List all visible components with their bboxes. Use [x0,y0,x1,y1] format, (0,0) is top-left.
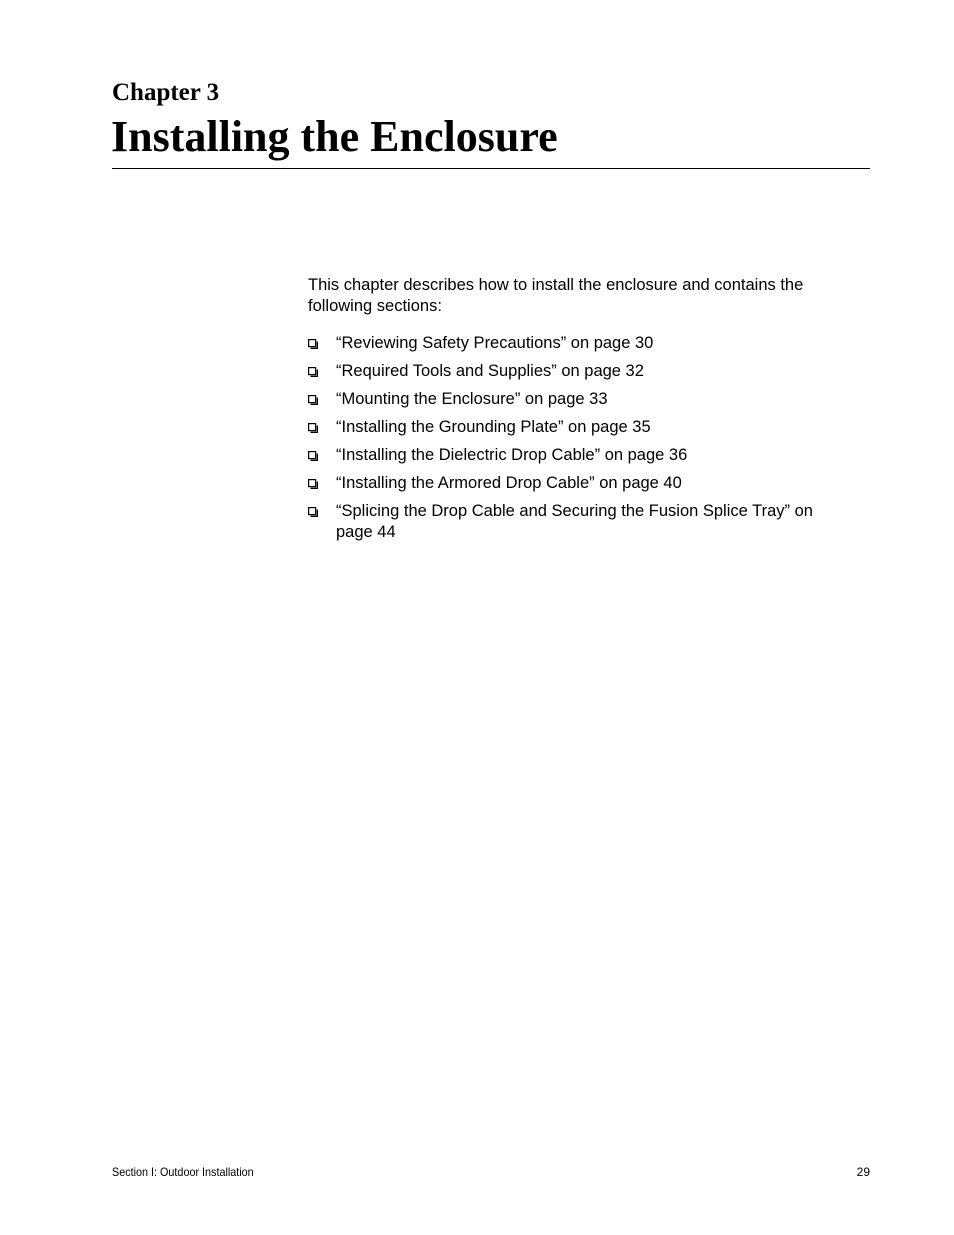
box-bullet-icon [308,423,318,433]
box-bullet-icon [308,367,318,377]
list-item[interactable] [308,389,848,410]
intro-paragraph: This chapter describes how to install the enclosure and contains the following sections: [308,276,804,315]
section-link[interactable]: “Required Tools and Supplies” on page 32 [336,362,644,380]
footer-page-number: 29 [856,1165,870,1179]
list-item[interactable] [308,333,848,354]
section-link[interactable]: “Mounting the Enclosure” on page 33 [336,390,608,408]
box-bullet-icon [308,339,318,349]
list-item[interactable] [308,417,848,438]
chapter-label: Chapter 3 [112,79,220,106]
title-divider [112,168,870,169]
section-link[interactable]: “Installing the Dielectric Drop Cable” on page 36 [336,446,688,464]
chapter-title: Installing the Enclosure [111,112,558,161]
section-link[interactable]: “Installing the Armored Drop Cable” on page 40 [336,474,682,492]
box-bullet-icon [308,507,318,517]
section-link[interactable]: “Splicing the Drop Cable and Securing the Fusion Splice Tray” on page 44 [336,502,813,541]
box-bullet-icon [308,395,318,405]
footer-section-name: Section I: Outdoor Installation [112,1165,254,1179]
section-list [308,333,848,550]
list-item[interactable] [308,501,848,542]
section-link[interactable]: “Installing the Grounding Plate” on page 35 [336,418,651,436]
section-link[interactable]: “Reviewing Safety Precautions” on page 30 [336,334,654,352]
box-bullet-icon [308,451,318,461]
box-bullet-icon [308,479,318,489]
list-item[interactable] [308,445,848,466]
list-item[interactable] [308,473,848,494]
list-item[interactable] [308,361,848,382]
